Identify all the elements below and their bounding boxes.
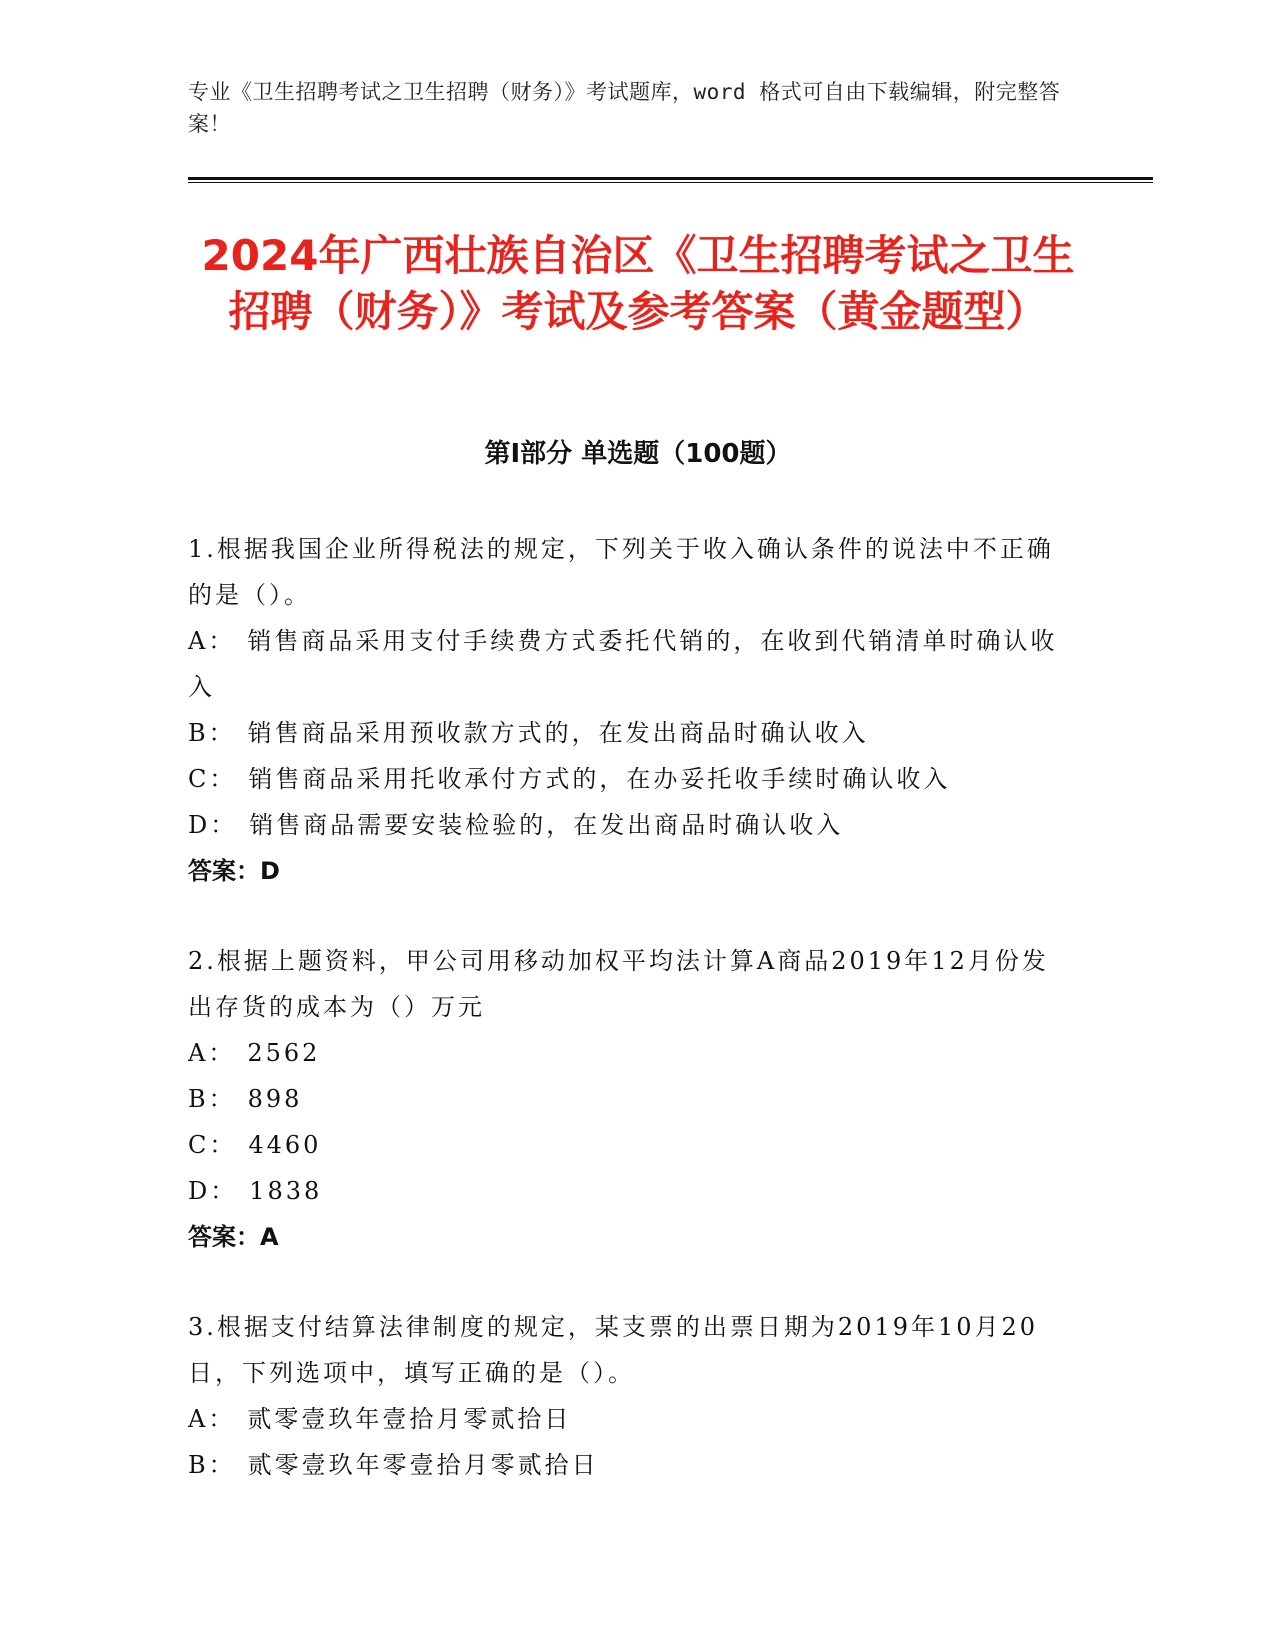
header-note: 专业《卫生招聘考试之卫生招聘（财务）》考试题库，word 格式可自由下载编辑，附完整答案！ [188, 80, 1061, 136]
option-key: B： [188, 1085, 236, 1113]
option-key: B： [188, 1451, 236, 1479]
answer-label: 答案： [188, 1223, 260, 1251]
answer-value: D [260, 857, 280, 885]
option-text: 1838 [249, 1177, 323, 1205]
question-stem [188, 526, 1068, 618]
question-stem [188, 1304, 1068, 1396]
option-text: 2562 [247, 1039, 321, 1067]
option-key: A： [188, 627, 236, 655]
question-3 [188, 1304, 1068, 1488]
option-text: 898 [247, 1085, 303, 1113]
answer-line [188, 1214, 1068, 1260]
question-stem [188, 938, 1068, 1030]
option-key: D： [188, 1177, 238, 1205]
question-stem-text: 2.根据上题资料，甲公司用移动加权平均法计算A商品2019年12月份发出存货的成本为（）万元 [188, 947, 1049, 1021]
question-1 [188, 526, 1068, 894]
option-text: 销售商品采用托收承付方式的，在办妥托收手续时确认收入 [248, 765, 951, 793]
option-d [188, 802, 1068, 848]
answer-line [188, 848, 1068, 894]
header-divider-thick [188, 177, 1153, 180]
option-key: C： [188, 765, 237, 793]
option-b [188, 1442, 1068, 1488]
option-c [188, 756, 1068, 802]
question-2 [188, 938, 1068, 1260]
option-text: 贰零壹玖年零壹拾月零贰拾日 [247, 1451, 599, 1479]
option-text: 贰零壹玖年壹拾月零贰拾日 [247, 1405, 572, 1433]
option-c [188, 1122, 1068, 1168]
option-text: 4460 [248, 1131, 322, 1159]
option-key: C： [188, 1131, 237, 1159]
option-a [188, 1396, 1068, 1442]
option-key: D： [188, 811, 238, 839]
option-b [188, 710, 1068, 756]
option-key: B： [188, 719, 236, 747]
answer-label: 答案： [188, 857, 260, 885]
option-text: 销售商品采用支付手续费方式委托代销的，在收到代销清单时确认收入 [188, 627, 1058, 701]
question-list [188, 526, 1068, 1532]
section-heading: 第Ⅰ部分 单选题（100题） [484, 439, 792, 469]
question-stem-text: 1.根据我国企业所得税法的规定，下列关于收入确认条件的说法中不正确的是（）。 [188, 535, 1054, 609]
option-a [188, 618, 1068, 710]
document-title: 2024年广西壮族自治区《卫生招聘考试之卫生招聘（财务）》考试及参考答案（黄金题型） [201, 231, 1075, 336]
option-key: A： [188, 1039, 236, 1067]
option-a [188, 1030, 1068, 1076]
answer-value: A [260, 1223, 279, 1251]
option-text: 销售商品需要安装检验的，在发出商品时确认收入 [249, 811, 844, 839]
option-text: 销售商品采用预收款方式的，在发出商品时确认收入 [247, 719, 869, 747]
option-d [188, 1168, 1068, 1214]
option-b [188, 1076, 1068, 1122]
header-divider-thin [188, 182, 1153, 183]
option-key: A： [188, 1405, 236, 1433]
question-stem-text: 3.根据支付结算法律制度的规定，某支票的出票日期为2019年10月20日，下列选项中，填写正确的是（）。 [188, 1313, 1039, 1387]
